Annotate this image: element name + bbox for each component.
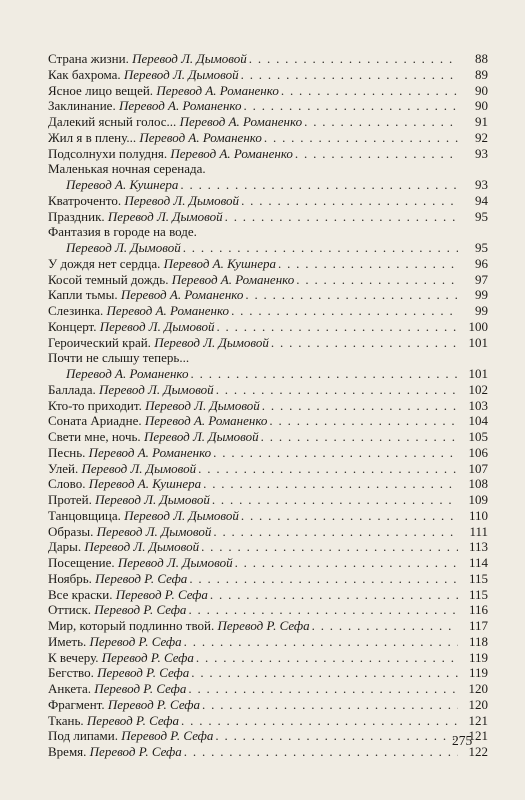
dot-leader <box>184 744 458 760</box>
toc-page-number: 101 <box>468 334 488 350</box>
toc-entry <box>48 98 488 114</box>
toc-entry-text <box>48 539 199 555</box>
toc-entry-text <box>48 193 239 209</box>
toc-entry <box>48 445 488 461</box>
toc-page-number: 118 <box>468 633 488 649</box>
translator-credit: Перевод А. Романенко <box>179 114 303 129</box>
toc-entry-text <box>48 665 189 681</box>
toc-entry <box>48 224 488 240</box>
poem-title: Героический край. <box>48 334 151 350</box>
poem-title: Время. <box>48 744 87 759</box>
toc-entry-text <box>48 429 259 445</box>
toc-entry <box>48 382 488 398</box>
poem-title: Дары. <box>48 539 82 555</box>
dot-leader <box>198 461 458 477</box>
toc-entry <box>48 366 488 382</box>
toc-entry <box>48 256 488 272</box>
toc-entry <box>48 728 488 744</box>
toc-page-number: 120 <box>468 681 488 696</box>
translator-credit: Перевод А. Романенко <box>106 303 230 318</box>
toc-entry-text <box>66 177 178 193</box>
toc-entry <box>48 539 488 555</box>
poem-title: Танцовщица. <box>48 507 121 523</box>
toc-entry <box>48 681 488 697</box>
toc-entry-text <box>48 256 276 272</box>
translator-credit: Перевод А. Кушнера <box>88 476 202 492</box>
toc-entry-text <box>48 209 223 225</box>
poem-title: Улей. <box>48 460 79 476</box>
poem-title: Все краски. <box>48 586 113 602</box>
toc-page-number: 91 <box>475 114 488 129</box>
toc-entry-text <box>48 98 242 114</box>
toc-entry-text <box>48 350 189 366</box>
dot-leader <box>216 319 458 335</box>
translator-credit: Перевод Л. Дымовой <box>66 240 181 255</box>
dot-leader <box>188 681 458 697</box>
dot-leader <box>203 476 458 492</box>
toc-page-number: 100 <box>468 318 488 334</box>
toc-entry-text <box>48 650 194 666</box>
dot-leader <box>312 618 458 634</box>
translator-credit: Перевод Р. Сефа <box>86 712 180 728</box>
toc-page-number: 116 <box>468 602 488 618</box>
toc-entry <box>48 114 488 130</box>
poem-title: Мир, который подлинно твой. <box>48 618 215 633</box>
translator-credit: Перевод А. Романенко <box>118 98 242 114</box>
dot-leader <box>189 571 458 587</box>
toc-page-number: 121 <box>468 712 488 728</box>
toc-entry-text <box>48 571 187 587</box>
toc-page-number: 109 <box>468 492 488 507</box>
toc-page-number: 96 <box>475 255 488 271</box>
poem-title: Далекий ясный голос... <box>48 114 177 129</box>
translator-credit: Перевод Р. Сефа <box>94 681 187 696</box>
toc-entry-text <box>48 744 182 760</box>
translator-credit: Перевод Л. Дымовой <box>124 192 240 208</box>
toc-page-number: 120 <box>468 696 488 712</box>
toc-entry <box>48 618 488 634</box>
poem-title: Анкета. <box>48 681 91 696</box>
toc-entry <box>48 634 488 650</box>
toc-entry <box>48 602 488 618</box>
dot-leader <box>191 665 458 681</box>
translator-credit: Перевод Л. Дымовой <box>124 507 239 523</box>
dot-leader <box>213 524 458 540</box>
translator-credit: Перевод Р. Сефа <box>121 728 214 744</box>
toc-entry <box>48 398 488 414</box>
translator-credit: Перевод Р. Сефа <box>101 649 194 665</box>
poem-title: Подсолнухи полудня. <box>48 145 168 161</box>
translator-credit: Перевод Р. Сефа <box>95 570 188 586</box>
toc-entry <box>48 713 488 729</box>
translator-credit: Перевод А. Романенко <box>144 413 268 429</box>
translator-credit: Перевод Л. Дымовой <box>96 523 212 539</box>
toc-entry-text <box>48 476 201 492</box>
toc-entry-text <box>48 681 186 697</box>
toc-entry <box>48 697 488 713</box>
dot-leader <box>262 398 458 414</box>
poem-title: Как бахрома. <box>48 66 121 82</box>
toc-entry-text <box>48 67 239 83</box>
toc-entry-text <box>48 272 294 288</box>
toc-page-number: 95 <box>475 208 488 224</box>
toc-page-number: 104 <box>468 413 488 429</box>
poem-title: Капли тьмы. <box>48 287 118 303</box>
dot-leader <box>213 445 458 461</box>
toc-page-number: 115 <box>468 586 488 602</box>
toc-page-number: 102 <box>468 381 488 397</box>
poem-title: К вечеру. <box>48 649 99 665</box>
toc-page-number: 107 <box>468 460 488 476</box>
dot-leader <box>181 713 458 729</box>
toc-entry <box>48 272 488 288</box>
poem-title: Бегство. <box>48 665 94 681</box>
translator-credit: Перевод Р. Сефа <box>107 696 200 712</box>
toc-entry-text <box>48 618 310 634</box>
poem-title: Праздник. <box>48 208 105 224</box>
poem-title: Фрагмент. <box>48 696 105 712</box>
poem-title: Иметь. <box>48 633 87 649</box>
poem-title: У дождя нет сердца. <box>48 255 161 271</box>
translator-credit: Перевод Л. Дымовой <box>154 334 269 350</box>
dot-leader <box>235 555 458 571</box>
dot-leader <box>241 508 458 524</box>
dot-leader <box>271 335 458 351</box>
toc-entry-text <box>48 602 186 618</box>
translator-credit: Перевод Р. Сефа <box>97 665 190 681</box>
toc-entry-text <box>48 697 200 713</box>
toc-entry <box>48 665 488 681</box>
toc-entry-text <box>48 130 262 146</box>
dot-leader <box>188 602 458 618</box>
poem-title: Ясное лицо вещей. <box>48 82 154 98</box>
toc-entry <box>48 571 488 587</box>
toc-entry <box>48 461 488 477</box>
translator-credit: Перевод Л. Дымовой <box>117 555 233 570</box>
translator-credit: Перевод Л. Дымовой <box>143 429 259 444</box>
translator-credit: Перевод Р. Сефа <box>217 618 310 633</box>
poem-title: Слезинка. <box>48 303 104 318</box>
dot-leader <box>249 51 458 67</box>
toc-entry <box>48 287 488 303</box>
translator-credit: Перевод Л. Дымовой <box>98 381 214 397</box>
dot-leader <box>183 240 458 256</box>
toc-page-number: 122 <box>468 744 488 759</box>
toc-entry-text <box>48 319 214 335</box>
poem-title: Маленькая ночная серенада. <box>48 161 206 177</box>
toc-page-number: 111 <box>469 523 488 539</box>
toc-page-number: 119 <box>468 649 488 665</box>
translator-credit: Перевод А. Романенко <box>156 82 279 98</box>
dot-leader <box>241 193 458 209</box>
toc-page-number: 115 <box>468 570 488 586</box>
translator-credit: Перевод Р. Сефа <box>89 633 182 649</box>
poem-title: Посещение. <box>48 555 115 570</box>
translator-credit: Перевод Л. Дымовой <box>95 492 210 507</box>
toc-entry <box>48 476 488 492</box>
toc-page-number: 101 <box>468 366 488 381</box>
toc-entry <box>48 650 488 666</box>
dot-leader <box>261 429 458 445</box>
toc-entry-text <box>48 83 279 99</box>
toc-entry <box>48 240 488 256</box>
dot-leader <box>296 272 458 288</box>
poem-title: Почти не слышу теперь... <box>48 350 190 366</box>
toc-entry-text <box>48 335 269 351</box>
poem-title: Ткань. <box>48 712 84 728</box>
toc-entry-text <box>48 382 214 398</box>
toc-entry <box>48 429 488 445</box>
toc-page-number: 110 <box>468 507 488 523</box>
dot-leader <box>245 287 458 303</box>
toc-entry-text <box>48 287 243 303</box>
toc-page-number: 95 <box>475 240 488 255</box>
poem-title: Оттиск. <box>48 602 92 618</box>
dot-leader <box>184 634 458 650</box>
toc-entry <box>48 51 488 67</box>
toc-page-number: 99 <box>475 303 488 318</box>
toc-entry-text <box>48 634 182 650</box>
translator-credit: Перевод Р. Сефа <box>94 602 187 618</box>
toc-entry <box>48 303 488 319</box>
toc-entry <box>48 83 488 99</box>
dot-leader <box>210 587 458 603</box>
translator-credit: Перевод А. Романенко <box>88 444 212 460</box>
toc-page-number: 90 <box>475 98 488 114</box>
toc-entry <box>48 67 488 83</box>
toc-page-number: 97 <box>475 271 488 287</box>
translator-credit: Перевод А. Романенко <box>66 366 189 381</box>
translator-credit: Перевод Л. Дымовой <box>99 318 215 334</box>
toc-entry-text <box>66 366 189 382</box>
dot-leader <box>244 98 459 114</box>
toc-page-number: 99 <box>475 287 488 303</box>
toc-page-number: 94 <box>475 192 488 208</box>
poem-title: Заклинание. <box>48 98 116 114</box>
toc-page-number: 119 <box>468 665 488 681</box>
dot-leader <box>225 209 458 225</box>
poem-title: Песнь. <box>48 444 86 460</box>
poem-title: Концерт. <box>48 318 97 334</box>
toc-entry <box>48 492 488 508</box>
toc-page-number: 121 <box>468 728 488 744</box>
toc-entry <box>48 413 488 429</box>
toc-entry <box>48 193 488 209</box>
toc-entry-text <box>48 508 239 524</box>
dot-leader <box>278 256 458 272</box>
translator-credit: Перевод А. Кушнера <box>66 177 179 192</box>
dot-leader <box>180 177 458 193</box>
toc-entry <box>48 335 488 351</box>
toc-entry-text <box>48 524 211 540</box>
dot-leader <box>201 539 458 555</box>
toc-entry <box>48 508 488 524</box>
translator-credit: Перевод А. Кушнера <box>163 255 276 271</box>
toc-page-number: 93 <box>475 177 488 192</box>
poem-title: Страна жизни. <box>48 51 129 66</box>
toc-entry <box>48 350 488 366</box>
translator-credit: Перевод А. Романенко <box>170 145 293 161</box>
toc-entry-text <box>48 161 206 177</box>
poem-title: Слово. <box>48 476 86 492</box>
toc-page-number: 113 <box>468 539 488 555</box>
dot-leader <box>191 366 458 382</box>
poem-title: Под липами. <box>48 728 118 744</box>
toc-page-number: 93 <box>475 145 488 161</box>
toc-page-number: 106 <box>468 444 488 460</box>
toc-entry <box>48 177 488 193</box>
toc-page-number: 117 <box>468 618 488 633</box>
toc-page-number: 92 <box>475 129 488 145</box>
toc-entry <box>48 524 488 540</box>
toc-entry <box>48 744 488 760</box>
dot-leader <box>202 697 458 713</box>
toc-entry-text <box>48 303 229 319</box>
translator-credit: Перевод Р. Сефа <box>89 744 182 759</box>
translator-credit: Перевод Л. Дымовой <box>123 66 239 82</box>
toc-entry <box>48 319 488 335</box>
toc-page-number: 90 <box>475 82 488 98</box>
page-number: 275 <box>452 733 473 748</box>
poem-title: Косой темный дождь. <box>48 271 169 287</box>
toc-entry-text <box>48 51 247 67</box>
toc-entry-text <box>48 492 210 508</box>
toc-page-number: 105 <box>468 429 488 444</box>
toc-page-number: 89 <box>475 66 488 82</box>
toc-entry-text <box>48 587 208 603</box>
toc-page-number: 114 <box>468 555 488 570</box>
toc-entry <box>48 130 488 146</box>
dot-leader <box>304 114 458 130</box>
translator-credit: Перевод Л. Дымовой <box>107 208 223 224</box>
toc-entry-text <box>48 445 211 461</box>
toc-entry-text <box>48 555 233 571</box>
dot-leader <box>264 130 458 146</box>
dot-leader <box>215 728 458 744</box>
toc-page-number: 103 <box>468 397 488 413</box>
poem-title: Фантазия в городе на воде. <box>48 224 197 240</box>
toc-entry <box>48 209 488 225</box>
toc-entry-text <box>48 146 293 162</box>
translator-credit: Перевод Л. Дымовой <box>145 397 260 413</box>
translator-credit: Перевод А. Романенко <box>139 129 262 145</box>
translator-credit: Перевод А. Романенко <box>171 271 295 287</box>
toc-entry <box>48 587 488 603</box>
table-of-contents <box>48 51 488 760</box>
dot-leader <box>269 413 458 429</box>
dot-leader <box>212 492 458 508</box>
dot-leader <box>231 303 458 319</box>
toc-entry-text <box>48 728 213 744</box>
poem-title: Ноябрь. <box>48 570 92 586</box>
toc-entry-text <box>48 114 302 130</box>
translator-credit: Перевод Л. Дымовой <box>84 539 200 555</box>
toc-entry-text <box>48 713 179 729</box>
poem-title: Кватроченто. <box>48 192 122 208</box>
poem-title: Протей. <box>48 492 92 507</box>
dot-leader <box>241 67 458 83</box>
poem-title: Кто-то приходит. <box>48 397 142 413</box>
toc-entry-text <box>66 240 181 256</box>
toc-entry-text <box>48 413 267 429</box>
toc-entry <box>48 146 488 162</box>
dot-leader <box>281 83 458 99</box>
translator-credit: Перевод Р. Сефа <box>115 586 208 602</box>
toc-entry-text <box>48 224 197 240</box>
toc-entry-text <box>48 398 260 414</box>
poem-title: Жил я в плену... <box>48 129 137 145</box>
translator-credit: Перевод Л. Дымовой <box>81 460 197 476</box>
toc-page-number: 88 <box>475 51 488 66</box>
poem-title: Образы. <box>48 523 94 539</box>
poem-title: Баллада. <box>48 381 96 397</box>
translator-credit: Перевод А. Романенко <box>120 287 244 303</box>
translator-credit: Перевод Л. Дымовой <box>132 51 247 66</box>
toc-entry-text <box>48 461 196 477</box>
toc-page-number: 108 <box>468 476 488 492</box>
toc-entry <box>48 161 488 177</box>
poem-title: Соната Ариадне. <box>48 413 142 429</box>
dot-leader <box>196 650 458 666</box>
poem-title: Свети мне, ночь. <box>48 429 141 444</box>
dot-leader <box>295 146 458 162</box>
dot-leader <box>216 382 458 398</box>
toc-entry <box>48 555 488 571</box>
